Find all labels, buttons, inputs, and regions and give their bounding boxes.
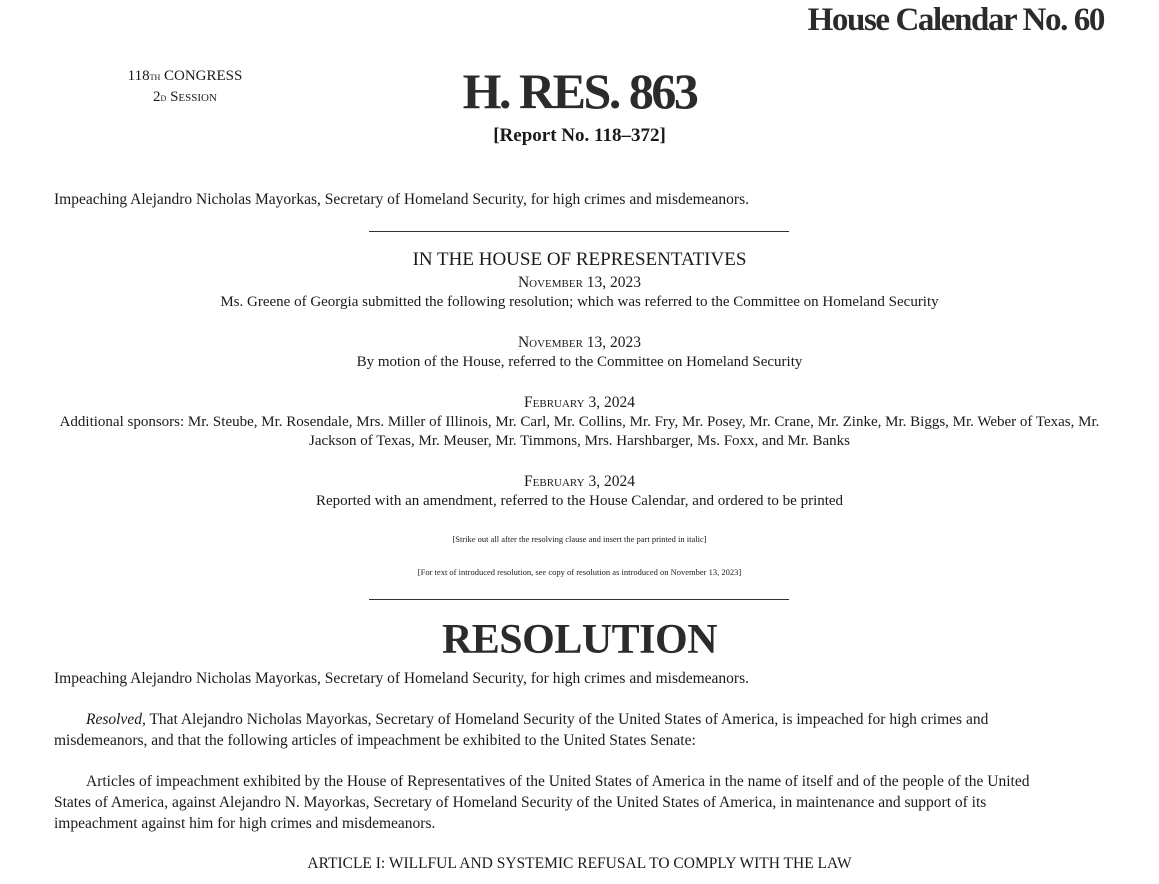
bottom-divider [369, 599, 789, 600]
report-number: [Report No. 118–372] [493, 125, 666, 146]
articles-line-1: Articles of impeachment exhibited by the House of Representatives of the United States of America in the name of itself and of the people of the United [86, 773, 1030, 790]
action-text-2: By motion of the House, referred to the Committee on Homeland Security [356, 354, 803, 370]
congress-number: 118 [127, 68, 150, 84]
congress-word: CONGRESS [164, 68, 243, 84]
top-divider [369, 231, 789, 232]
bill-number: H. RES. 863 [462, 63, 697, 119]
session-ordinal: d [160, 90, 167, 104]
resolution-heading: RESOLUTION [441, 617, 718, 663]
short-title: Impeaching Alejandro Nicholas Mayorkas, Secretary of Homeland Security, for high crimes and misdemeanors. [54, 191, 749, 208]
house-calendar-number: House Calendar No. 60 [807, 2, 1104, 38]
resolved-line-1 [54, 709, 1104, 730]
action-text-1: Ms. Greene of Georgia submitted the following resolution; which was referred to the Committee on Homeland Security [220, 294, 939, 310]
resolved-paragraph [54, 709, 1104, 751]
sponsors-line-1: Additional sponsors: Mr. Steube, Mr. Rosendale, Mrs. Miller of Illinois, Mr. Carl, Mr. Collins, Mr. Fry, Mr. Posey, Mr. Crane, Mr. Zinke, Mr. Biggs, Mr. Weber of Texas, Mr. [59, 414, 1100, 430]
articles-paragraph [54, 771, 1104, 834]
action-date-4: February 3, 2024 [524, 473, 635, 490]
session-word: Session [170, 89, 217, 105]
strike-note: [Strike out all after the resolving clause and insert the part printed in italic] [452, 534, 707, 544]
action-text-4: Reported with an amendment, referred to the House Calendar, and ordered to be printed [315, 493, 844, 509]
action-date-2: November 13, 2023 [517, 334, 642, 351]
resolved-word: Resolved, [86, 711, 146, 728]
session-number: 2 [153, 89, 161, 105]
resolution-title: Impeaching Alejandro Nicholas Mayorkas, Secretary of Homeland Security, for high crimes and misdemeanors. [54, 670, 749, 687]
house-heading: IN THE HOUSE OF REPRESENTATIVES [412, 249, 747, 270]
sponsors-line-2: Jackson of Texas, Mr. Meuser, Mr. Timmons, Mrs. Harshbarger, Ms. Foxx, and Mr. Banks [309, 433, 850, 449]
action-date-1: November 13, 2023 [517, 274, 642, 291]
congress-ordinal: th [149, 69, 161, 83]
articles-line-2: States of America, against Alejandro N. Mayorkas, Secretary of Homeland Security of the United States of America, in maintenance and support of its [54, 794, 987, 811]
articles-line-3: impeachment against him for high crimes and misdemeanors. [54, 815, 436, 832]
introduced-note: [For text of introduced resolution, see copy of resolution as introduced on November 13, 2023] [417, 567, 742, 577]
action-date-3: February 3, 2024 [524, 394, 635, 411]
article-1-heading: ARTICLE I: WILLFUL AND SYSTEMIC REFUSAL TO COMPLY WITH THE LAW [307, 855, 852, 872]
resolved-text-1: That Alejandro Nicholas Mayorkas, Secretary of Homeland Security of the United States of America, is impeached for high crimes and [149, 711, 989, 728]
resolved-line-2: misdemeanors, and that the following articles of impeachment be exhibited to the United States Senate: [54, 732, 696, 749]
